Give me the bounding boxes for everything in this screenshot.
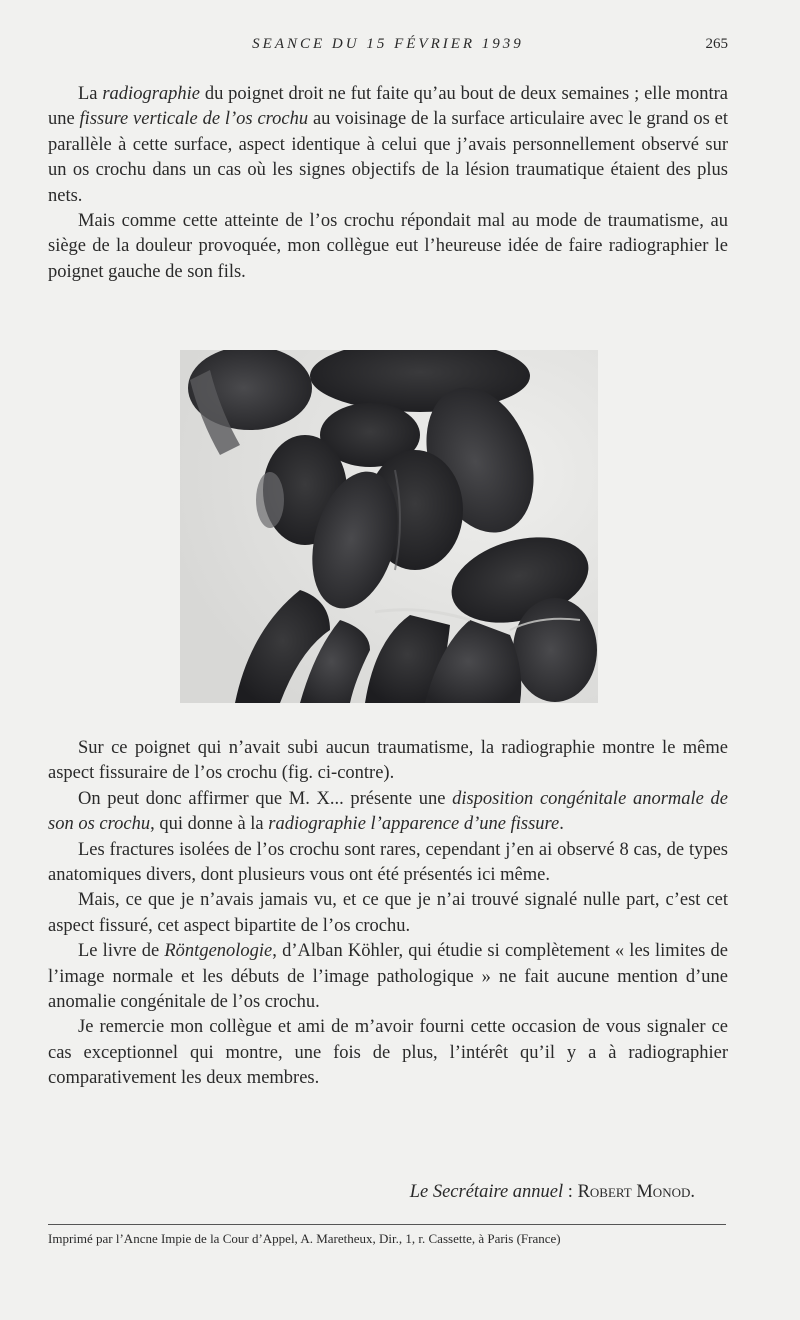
wrist-radiograph-figure [180,350,598,703]
bottom-text-block [48,736,728,1092]
text-run: au voisinage de la surface articulaire avec le grand os et parallèle à cette surface, aspect identique à celui que j’avais personnellement observé sur un os crochu dans un cas où les signes objectifs de la lésion traumatique étaient des plus nets. [48,109,728,206]
text-run: , d’Alban Köhler, qui étudie si complètement « les limites de l’image normale et les débuts de l’image pathologique » ne fait aucune mention d’une anomalie congénitale de l’os crochu. [48,941,729,1013]
running-header [48,36,728,58]
paragraph [48,888,728,939]
text-run: Le livre de [78,941,165,962]
text-run: Sur ce poignet qui n’avait subi aucun traumatisme, la radiographie montre le même aspect fissuraire de l’os crochu (fig. ci-contre). [48,738,728,784]
top-text-block [48,82,728,285]
italic-text: radiographie [102,84,200,104]
page-number: 265 [705,36,728,52]
italic-text: radiographie l’apparence d’une fissure [268,814,560,835]
italic-text: disposition congénitale anormale de son os crochu [48,788,728,835]
text-run: Mais, ce que je n’avais jamais vu, et ce que je n’ai trouvé signalé nulle part, c’est cet aspect fissuré, cet aspect bipartite de l’os crochu. [48,890,728,936]
signature-line [410,1182,695,1203]
paragraph [48,82,728,209]
text-run: . [559,814,564,835]
paragraph [48,838,728,889]
paragraph [48,736,728,787]
wrist-radiograph-image [180,350,598,703]
text-run: Je remercie mon collègue et ami de m’avoir fourni cette occasion de vous signaler ce cas exceptionnel qui montre, une fois de plus, l’intérêt qu’il y a à radiographier comparativement les deux membres. [48,1017,728,1089]
text-run: Mais comme cette atteinte de l’os crochu répondait mal au mode de traumatisme, au siège de la douleur provoquée, mon collègue eut l’heureuse idée de faire radiographier le poignet gauche de son fils. [48,211,728,282]
italic-text: Röntgenologie [164,941,273,962]
footer-rule [48,1224,726,1225]
printer-imprint: Imprimé par l’Ancne Impie de la Cour d’Appel, A. Maretheux, Dir., 1, r. Cassette, à Paris (France) [48,1231,561,1246]
text-run: On peut donc affirmer que M. X... présente une [78,788,453,809]
paragraph [48,939,728,1015]
italic-text: fissure verticale de l’os crochu [79,109,309,130]
signature-role: Le Secrétaire annuel [409,1182,564,1202]
text-run: du poignet droit ne fut faite qu’au bout de deux semaines ; elle montra une [48,84,729,130]
paragraph [48,209,728,285]
paragraph [48,787,728,838]
signature-separator: : [563,1182,578,1202]
text-run: Les fractures isolées de l’os crochu sont rares, cependant j’en ai observé 8 cas, de types anatomiques divers, dont plusieurs vous ont été présentés ici même. [48,839,728,886]
text-run: La [78,84,103,104]
text-run: , qui donne à la [150,814,269,835]
signature-name: Robert Monod. [577,1182,695,1202]
running-title: SEANCE DU 15 FÉVRIER 1939 [252,36,524,52]
paragraph [48,1015,728,1091]
